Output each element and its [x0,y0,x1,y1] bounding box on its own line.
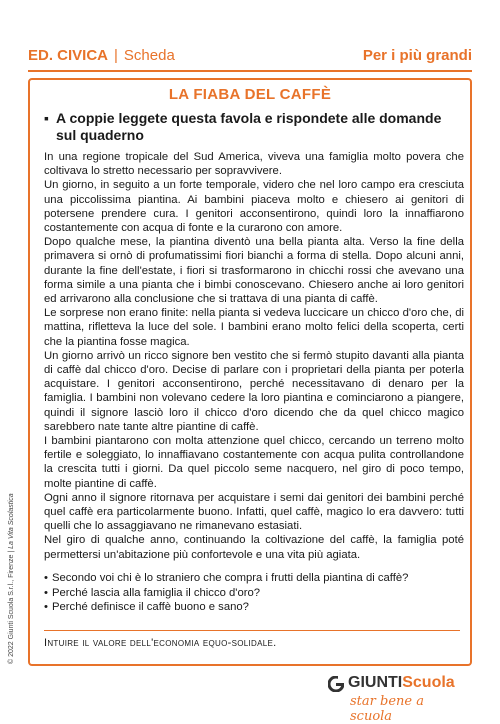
copyright-notice [8,493,15,664]
question-text: Secondo voi chi è lo straniero che compra i frutti della piantina di caffè? [51,572,409,584]
logo-mark-icon [328,676,344,692]
publisher-logo [328,674,470,724]
story-paragraph: I bambini piantarono con molta attenzione quel chicco, cercando un terreno molto fertile e soleggiato, lo innaffiavano costantemente con acqua pulita controllandone la crescita tutti i giorni. Da quel piccolo seme nacquero, nel giro di poco tempo, molte piantine di caffè. [44,435,464,490]
audience-label: Per i più grandi [362,46,472,64]
story-paragraph: In una regione tropicale del Sud America, viveva una famiglia molto povera che coltivava lo stretto necessario per sopravvivere. [44,151,464,178]
story-paragraph: Nel giro di qualche anno, continuando la coltivazione del caffè, la famiglia poté permettersi un'abitazione più confortevole e una vita più agiata. [44,534,464,561]
bullet-icon: • [44,601,48,613]
question-text: Perché lascia alla famiglia il chicco d'oro? [51,586,261,599]
logo-tagline: star bene a scuola [350,694,424,724]
story-text [44,150,464,562]
page-title: LA FIABA DEL CAFFÈ [168,86,332,103]
header-divider [28,70,472,72]
instruction [44,110,460,144]
page-header [28,44,472,66]
learning-goal: Intuire il valore dell'economia equo-solidale. [44,637,277,649]
logo-brand-a: GIUNTI [348,674,403,691]
questions-list [44,571,464,615]
question-text: Perché definisce il caffè buono e sano? [51,601,249,613]
bullet-icon: • [44,586,48,599]
copyright-text: © 2022 Giunti Scuola S.r.l., Firenze | [8,550,15,664]
question-item [44,600,464,615]
question-item [44,586,464,601]
story-paragraph: Dopo qualche mese, la piantina diventò una bella pianta alta. Verso la fine della primavera si ornò di profumatissimi fiori bianchi a forma di stella. Dopo alcuni anni, durante la fine dell'estate, i fiori si trasformarono in chicchi rossi che avevano una forma simile a una pianta che i bimbi conoscevano. Chiesero anche ai loro genitori ed arrivarono alla conclusione che si trattava di una pianta di caffè. [44,236,464,306]
question-item [44,571,464,586]
story-paragraph: Un giorno, in seguito a un forte temporale, videro che nel loro campo era cresciuta una piccolissima piantina. Ai bambini piaceva molto e chiesero ai genitori di potersene prendere cura. I genitori acconsentirono, quindi loro la innaffiarono costantemente con acqua di fonte e la curarono con amore. [44,179,464,235]
story-paragraph: Le sorprese non erano finite: nella pianta si vedeva luccicare un chicco d'oro che, di mattina, rifletteva la luce del sole. I bambini erano molto felici della scoperta, certi che la piantina fosse magica. [44,307,464,348]
header-separator: | [114,46,118,64]
logo-brand-b: Scuola [402,674,455,691]
instruction-text: A coppie leggete questa favola e rispondete alle domande sul quaderno [56,110,442,143]
sheet-type-label: Scheda [123,46,175,64]
bullet-icon: • [44,572,48,584]
square-bullet-icon: ▪ [44,110,49,126]
subject-label: ED. CIVICA [28,46,109,64]
story-paragraph: Ogni anno il signore ritornava per acquistare i semi dai genitori dei bambini perché quel caffè era particolarmente buono. Infatti, quel caffè, magico lo era davvero: tutti quelli che lo assaggiavano ne rimanevano estasiati. [44,491,464,533]
logo-wordmark [348,674,455,692]
goal-divider [44,630,460,631]
header-left [28,47,175,64]
story-paragraph: Un giorno arrivò un ricco signore ben vestito che si fermò stupito davanti alla pianta di caffè dal chicco d'oro. Decise di parlare con i proprietari della pianta per poterla acquistare. I genitori acconsentirono, perché necessitavano di denaro per la famiglia. I bambini non volevano cedere la loro piantina e cominciarono a piangere, quindi il signore lasciò loro il chicco d'oro dicendo che da quel chicco magico sarebbero nate tante altre piantine di caffè. [44,349,464,433]
publication-name: La Vita Scolastica [8,493,15,549]
